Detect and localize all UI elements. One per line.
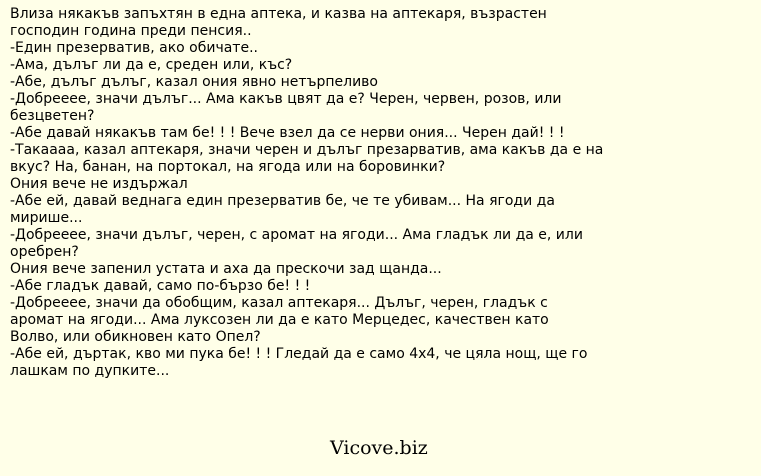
joke-line: Волво, или обикновен като Опел?: [10, 329, 261, 345]
joke-line: Ония вече запенил устата и аха да прескочи зад щанда...: [10, 261, 442, 277]
joke-line: аромат на ягоди... Ама луксозен ли да е като Мерцедес, качествен като: [10, 312, 549, 328]
joke-line: -Абе, дълъг дълъг, казал ония явно нетърпеливо: [10, 74, 378, 90]
joke-line: -Ама, дълъг ли да е, среден или, къс?: [10, 57, 293, 73]
joke-line: господин година преди пенсия..: [10, 23, 252, 39]
joke-line: Ония вече не издържал: [10, 176, 188, 192]
joke-line: -Абе ей, дъртак, кво ми пука бе! ! ! Гледай да е само 4х4, че цяла нощ, ще го: [10, 346, 588, 362]
joke-line: -Добреееe, значи дълъг, черен, с аромат на ягоди... Ама гладък ли да е, или: [10, 227, 583, 243]
joke-line: лашкам по дупките...: [10, 363, 170, 379]
joke-line: вкус? На, банан, на портокал, на ягода или на боровинки?: [10, 159, 446, 175]
joke-line: -Такаааа, казал аптекаря, значи черен и дълъг презарватив, ама какъв да е на: [10, 142, 604, 158]
joke-line: -Добреееe, значи да обобщим, казал аптекаря... Дълъг, черен, гладък с: [10, 295, 548, 311]
joke-line: оребрен?: [10, 244, 79, 260]
joke-text: [10, 6, 755, 380]
joke-line: -Добреееe, значи дълъг... Ама какъв цвят да е? Черен, червен, розов, или: [10, 91, 562, 107]
joke-line: -Абе гладък давай, само по-бързо бе! ! !: [10, 278, 311, 294]
joke-line: Влиза някакъв запъхтян в една аптека, и казва на аптекаря, възрастен: [10, 6, 547, 22]
joke-line: мирише...: [10, 210, 83, 226]
site-watermark: Vicove.biz: [330, 437, 428, 459]
joke-line: -Един презерватив, ако обичате..: [10, 40, 258, 56]
joke-line: -Абе давай някакъв там бе! ! ! Вече взел да се нерви ония... Черен дай! ! !: [10, 125, 565, 141]
joke-line: -Абе ей, давай веднага един презерватив бе, че те убивам... На ягоди да: [10, 193, 555, 209]
joke-line: безцветен?: [10, 108, 95, 124]
